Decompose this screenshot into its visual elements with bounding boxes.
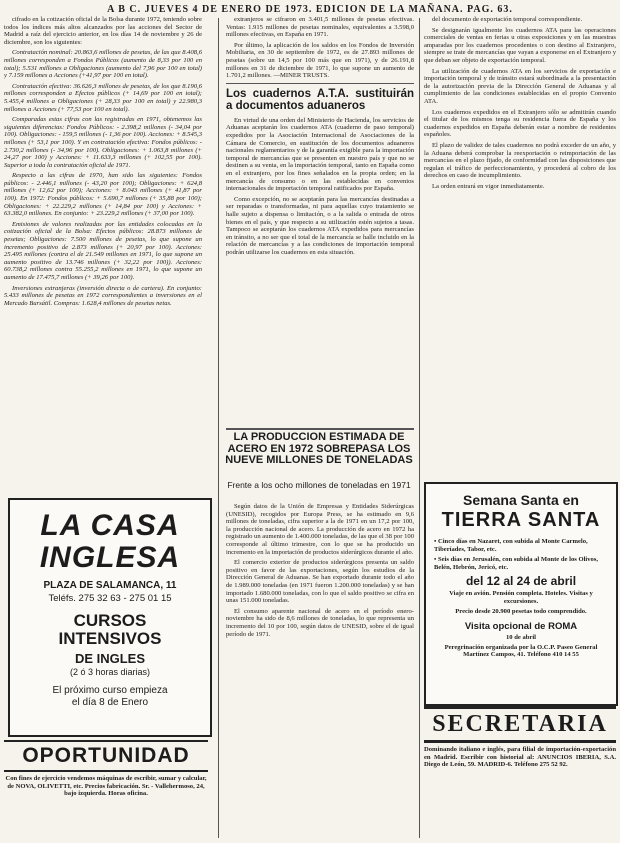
paragraph: En virtud de una orden del Ministerio de Hacienda, los servicios de Aduanas aceptarán los cuadernos ATA (cuaderno de paso temporal) expedidos por la Asociación Internacional de Asociaciones de la Cámara de Comercio, en sustitución de los documentos aduaneros nacionales reglamentarios y de la garantía exigible para la importación temporal de mercancías que se presenten en nuestro país y que no se destinen a su venta, en la importación temporal, tanto en España como en el extranjero, por los fines señalados en la propia orden; en la mercancía de consumo o en las establecidas en convenios internacionales de importación temporal ratificados por España. (226, 116, 414, 193)
ad-dates: del 12 al 24 de abril (465, 574, 577, 589)
section-divider (226, 428, 414, 430)
ad-precio: Precio desde 20.900 pesetas todo comprendido. (455, 607, 587, 615)
paragraph: Respecto a las cifras de 1970, han sido las siguientes: Fondos públicos: - 2.446,1 millones (- 43,20 por 100); Obligaciones: + 624,8 millones (+ 12,62 por 100); Acciones: + 8.043 millones (+ 41,87 por 100). En 1972: Fondos públicos: + 5.690,7 millones (+ 35,88 por 100); Obligaciones: + 22.229,2 millones (+ 14,84 por 100) y Acciones: + 63.382,0 millones. En conjunto: + 23.229,2 millones (+ 37,00 por 100). (4, 172, 202, 218)
paragraph: Según datos de la Unión de Empresas y Entidades Siderúrgicas (UNESID), recogidos por Europa Press, se ha estimado en 9,6 millones de toneladas, cifra superior a la de 1971 en un 17,2 por 100, la producción nacional de acero. La producción de acero en 1972 ha registrado un aumento de 1.400.000 toneladas, de las que el 38 por 100 corresponde al último trimestre, con lo que se ha producido un incremento en la importación de productos siderúrgicos durante el año. (226, 503, 414, 556)
ad-horas: (2 ó 3 horas diarias) (69, 667, 151, 677)
ad-item: • Cinco días en Nazaret, con subida al Monte Carmelo, Tiberíades, Tabor, etc. (434, 538, 588, 553)
paragraph: El comercio exterior de productos siderúrgicos presenta un saldo positivo en favor de las exportaciones, según los estudios de la Dirección General de Aduanas. Se han exportado durante todo el año de 1.989.000 toneladas (en 1971 fueron 1.200.000 toneladas) y se han importado 1.680.000 toneladas, con lo que el saldo positivo se cifra en unas 151.000 toneladas. (226, 559, 414, 605)
paragraph: Como excepción, no se aceptarán para las mercancías destinadas a ser reparadas o transformadas, ni para aquellas cuyo tratamiento se halle sujeto a dispensa o limitación, o a la salida o entrada de otros bienes en el país, y que respecto a su utilización estén sujetos a tasas. Tampoco se aceptarán los cuadernos ATA expedidos para mercancías en tránsito, a no ser que el total de la mercancía se halle incluido en la relación de mercancías y a las condiciones de importación temporal podrán utilizarse los cuadernos en esta situación. (226, 195, 414, 256)
column-bolsa (4, 16, 202, 498)
ad-tierra-santa (424, 482, 618, 706)
paragraph: Inversiones extranjeras (inversión directa o de cartera). En conjunto: 5.433 millones de pesetas en 1972 correspondientes a inversiones en el Mercado Bursátil. Compras: 1.628,4 millones de pesetas netas. (4, 284, 202, 307)
ad-items (434, 538, 608, 571)
column-ata-cont (424, 16, 616, 476)
ad-body: Con fines de ejercicio vendemos máquinas de escribir, sumar y calcular, de NOVA, OLIVETTI, etc. Precios fabricación. Sr. - Vallehermoso, 24, bajo izquierda. Horas oficina. (5, 775, 207, 798)
section-divider (226, 83, 414, 84)
ad-organiza: Peregrinación organizada por la O.C.P. Paseo General Martínez Campos, 41. Teléfono 410 14 55 (444, 643, 598, 659)
paragraph: La orden entrará en vigor inmediatamente. (432, 182, 545, 190)
paragraph: Por último, la aplicación de los saldos en los Fondos de Inversión Mobiliaria, en 30 de septiembre de 1972, es de 27.893 millones de pesetas (sobre un 14,5 por 100 más que en 1971), y de 26.191,8 millones en 31 de diciembre de 1971, lo que supone un aumento de 1.701,2 millones. —MINER TRUSTS. (226, 41, 414, 80)
ad-cursos: CURSOS (73, 611, 147, 630)
ad-proximo-curso (10, 685, 210, 709)
column-ata (226, 16, 414, 426)
paragraph: Contratación efectiva: 36.626,3 millones de pesetas, de los que 8.190,6 millones corresponden a Efectos públicos (+ 14,69 por 100 en total); 5.455,4 millones a Obligaciones (+ 28,33 por 100 en total) y 22.980,3 millones a Acciones (+ 77,53 por 100 en total). (4, 82, 202, 113)
ad-address: PLAZA DE SALAMANCA, 11 (43, 580, 177, 591)
ad-roma-date: 10 de abril (505, 634, 537, 642)
column-acero (226, 503, 414, 839)
column-divider (419, 18, 420, 838)
ad-intensivos: INTENSIVOS (58, 629, 162, 648)
paragraph: Los cuadernos expedidos en el Extranjero sólo se admitirán cuando el titular de los mismos tenga su residencia fuera de España y los cuadernos expedidos en España deberán estar a nombre de residentes españoles. (424, 108, 616, 139)
ad-title-line: INGLESA (39, 541, 181, 574)
paragraph: El plazo de validez de tales cuadernos no podrá exceder de un año, y la Aduana deberá comprobar la reexportación o reimportación de las mercancías en el plazo fijado, de conformidad con las disposiciones que regulan el tráfico de perfeccionamiento, y procederá al cobro de los derechos en caso de incumplimiento. (424, 141, 616, 180)
ad-title-small: Semana Santa en (463, 492, 579, 508)
acero-subheadline: Frente a los ocho millones de toneladas en 1971 (227, 480, 411, 490)
paragraph: cifrado en la cotización oficial de la Bolsa durante 1972, teniendo sobre todos los índices más altos alcanzados por las acciones del Sector de Madrid a raíz del ejercicio anterior, en los días 14 de noviembre y 26 de diciembre, son los siguientes: (4, 16, 202, 46)
ad-secretaria (424, 706, 616, 840)
ad-oportunidad (4, 740, 208, 840)
paragraph: Contratación nominal: 20.863,6 millones de pesetas, de las que 8.408,6 millones corresponden a Fondos Públicos (aumento de 8,33 por 100 en total); 5.531 millones a Obligaciones (aumento del 7,96 por 100 en total) y 7.159 millones a Acciones (+41,97 por 100 en total). (4, 49, 202, 80)
ad-proximo-line: El próximo curso empieza (52, 685, 168, 696)
ata-headline: Los cuadernos A.T.A. sustituirán a documentos aduaneros (226, 87, 414, 112)
acero-headline: LA PRODUCCION ESTIMADA DE ACERO EN 1972 SOBREPASA LOS NUEVE MILLONES DE TONELADAS (225, 431, 413, 467)
ad-item: • Seis días en Jerusalén, con subida al Monte de los Olivos, Belén, Hebrón, Jericó, etc. (434, 556, 599, 571)
paragraph: Se designarán igualmente los cuadernos ATA para las operaciones comerciales de ventas en ferias u otras exposiciones y en las muestras amparadas por los cuadernos procedentes o con destino al Extranjero, siempre se trate de mercancías que vayan a exponerse en el Extranjero y que deban ser objeto de exportación temporal. (424, 26, 616, 64)
paragraph: del documento de exportación temporal correspondiente. (432, 16, 583, 23)
ad-phones: Teléfs. 275 32 63 - 275 01 15 (48, 593, 172, 604)
ad-title: OPORTUNIDAD (4, 740, 208, 772)
paragraph: Emisiones de valores realizadas por las entidades colocadas en la cotización oficial de la Bolsa: Efectos públicos: 28.873 millones de pesetas; Obligaciones: 7.500 millones de pesetas, lo que supone un incremento positivo de 2.873 millones (+ 20,97 por 100). Acciones: 25.495 millones (contra el de 21.549 millones en 1971, lo que supone un aumento positivo de 13.746 millones (+ 32,22 por 100)). Acciones: 60.738,2 millones contra 55.255,2 millones en 1971, lo que supone un aumento de 17.475,7 millones (+ 39,26 por 100). (4, 220, 202, 281)
ad-body: Dominando italiano e inglés, para filial de importación-exportación en Madrid. Escribir con historial al: ANUNCIOS IBERIA, S.A. Diego de León, 59. MADRID-6. Teléfono 275 52 92. (424, 746, 616, 769)
ad-proximo-line: el día 8 de Enero (71, 697, 149, 708)
paragraph: extranjeros se cifraron en 3.401,5 millones de pesetas efectivas. Ventas: 1.915 millones de pesetas nominales, equivalentes a 3.598,0 millones efectivas, en España en 1971. (226, 16, 414, 39)
ad-ingles: DE INGLES (74, 651, 146, 666)
page-header: A B C. JUEVES 4 DE ENERO DE 1973. EDICION DE LA MAÑANA. PAG. 63. (107, 4, 513, 15)
ad-title-big: TIERRA SANTA (441, 509, 601, 531)
ad-title-line: LA CASA (40, 509, 180, 542)
ad-title: SECRETARIA (424, 706, 616, 743)
ad-la-casa-inglesa (8, 498, 212, 737)
paragraph: La utilización de cuadernos ATA en los servicios de exportación e importación temporal y de tránsito estará subordinada a la presentación de la autorización previa de la Dirección General de Aduanas y al cumplimiento de las condiciones establecidas en el propio Convenio ATA. (424, 67, 616, 105)
ad-roma-title: Visita opcional de ROMA (464, 621, 578, 633)
paragraph: El consumo aparente nacional de acero en el período enero-noviembre ha sido de 8,6 millones de toneladas, lo que representa un incremento del 10 por 100, según datos de UNESID, sobre el de igual período de 1971. (226, 607, 414, 638)
paragraph: Comparadas estas cifras con las registradas en 1971, obtenemos las siguientes diferencias: Fondos Públicos: - 2.398,2 millones (- 34,04 por 100). Obligaciones: - 159,5 millones (- 1,36 por 100). Acciones: + 8.545,3 millones (+ 53,1 por 100). Y en contratación efectiva: Fondos públicos: - 2.730,2 millones (- 34,96 por 100). Obligaciones: + 1.063,8 millones (+ 24,27 por 100) y Acciones: + 11.633,3 millones (+ 102,55 por 100). Superior a toda la contratación oficial de 1971. (4, 116, 202, 169)
column-divider (218, 18, 219, 838)
ad-incluye: Viaje en avión. Pensión completa. Hoteles. Visitas y excursiones. (449, 590, 593, 605)
